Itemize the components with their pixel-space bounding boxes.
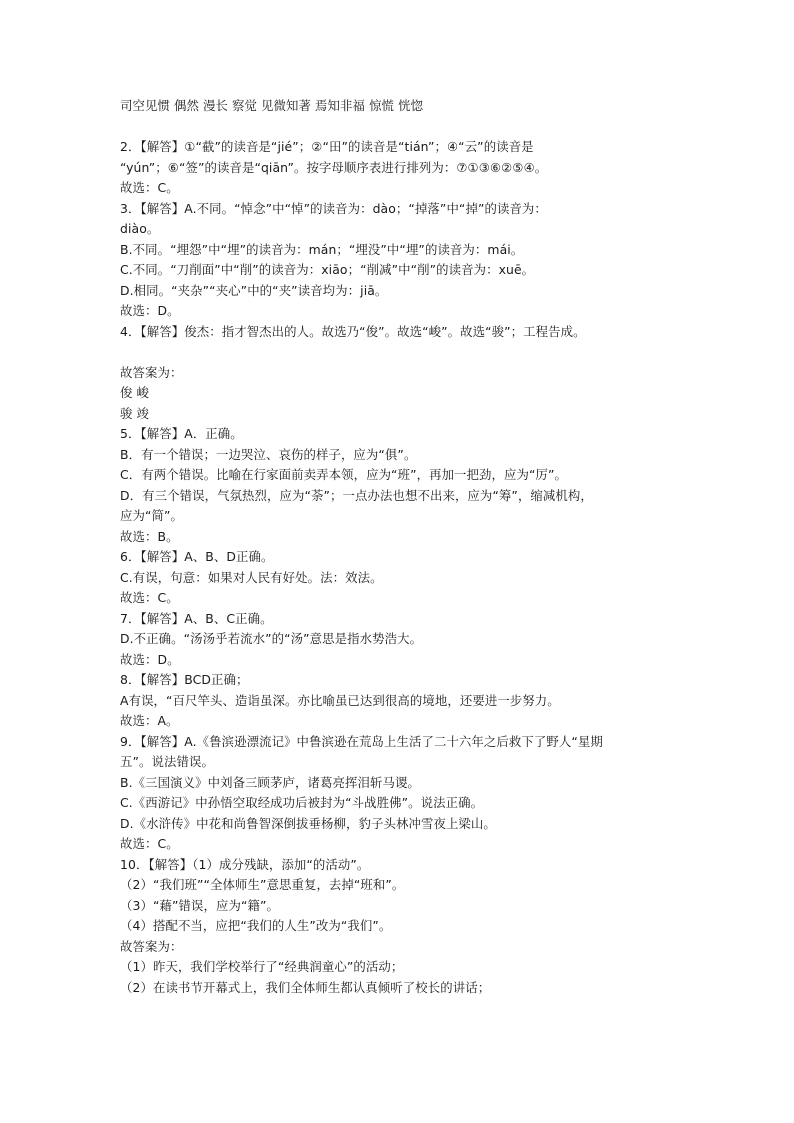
text-line: 5．【解答】A．正确。 xyxy=(120,426,243,441)
text-line: 2．【解答】①“截”的读音是“jié”；②“田”的读音是“tián”；④“云”的读音是 xyxy=(120,139,534,154)
text-line: 故选：B。 xyxy=(120,528,179,544)
blank-line xyxy=(120,342,720,363)
text-line: 4．【解答】俊杰：指才智杰出的人。故选乃“俊”。故选“峻”。故选“骏”；工程告成。 xyxy=(120,323,586,339)
blank-line xyxy=(120,117,720,138)
text-line: 五”。说法错误。 xyxy=(120,754,214,769)
text-line: D.《水浒传》中花和尚鲁智深倒拔垂杨柳，豹子头林冲雪夜上梁山。 xyxy=(120,815,496,831)
text-line: C.有误，句意：如果对人民有好处。法：效法。 xyxy=(120,569,383,585)
text-line: 7．【解答】A、B、C正确。 xyxy=(120,610,273,626)
text-line: “yún”；⑥“签”的读音是“qiān”。按字母顺序表进行排列为：⑦①③⑥②⑤④。 xyxy=(120,159,548,175)
text-line: （3）“藉”错误，应为“籍”。 xyxy=(120,897,279,913)
text-line: C．有两个错误。比喻在行家面前卖弄本领，应为“班”，再加一把劲，应为“厉”。 xyxy=(120,467,568,482)
text-line: 故选：A。 xyxy=(120,713,179,728)
text-line: D.相同。“夹杂”“夹心”中的“夹”读音均为：jiā。 xyxy=(120,282,388,298)
text-line: 6．【解答】A、B、D正确。 xyxy=(120,549,274,564)
text-line: 3．【解答】A.不同。“悼念”中“悼”的读音为：dào；“掉落”中“掉”的读音为： xyxy=(120,200,547,216)
text-line: 故选：D。 xyxy=(120,303,180,318)
text-line: 故选：D。 xyxy=(120,651,180,667)
text-line: D.不正确。“汤汤乎若流水”的“汤”意思是指水势浩大。 xyxy=(120,631,423,646)
text-line: B．有一个错误；一边哭泣、哀伤的样子，应为“俱”。 xyxy=(120,446,417,462)
text-line: 故选：C。 xyxy=(120,836,179,851)
text-line: （2）“我们班”“全体师生”意思重复，去掉“班和”。 xyxy=(120,877,405,892)
text-line: 俊 峻 xyxy=(120,385,150,400)
text-line: 故选：C。 xyxy=(120,180,179,195)
text-line: 故答案为： xyxy=(120,938,183,954)
text-line: 骏 竣 xyxy=(120,405,150,421)
text-line: 10．【解答】（1）成分残缺，添加“的活动”。 xyxy=(120,856,370,872)
text-line: （4）搭配不当，应把“我们的人生”改为“我们”。 xyxy=(120,918,392,933)
text-line: （1）昨天，我们学校举行了“经典润童心”的活动； xyxy=(120,959,404,974)
text-line: 9．【解答】A.《鲁滨逊漂流记》中鲁滨逊在荒岛上生活了二十六年之后救下了野人“星期 xyxy=(120,733,603,749)
text-line: B.《三国演义》中刘备三顾茅庐，诸葛亮挥泪斩马谡。 xyxy=(120,774,420,790)
text-line: 司空见惯 偶然 漫长 察觉 见微知著 焉知非福 惊慌 恍惚 xyxy=(120,98,424,113)
text-line: C.《西游记》中孙悟空取经成功后被封为“斗战胜佛”。说法正确。 xyxy=(120,795,484,810)
text-line: C.不同。“刀削面”中“削”的读音为：xiāo；“削减”中“削”的读音为：xuē。 xyxy=(120,262,535,277)
text-line: 故答案为： xyxy=(120,364,183,380)
text-line: B.不同。“埋怨”中“埋”的读音为：mán；“埋没”中“埋”的读音为：mái。 xyxy=(120,241,524,257)
text-line: （2）在读书节开幕式上，我们全体师生都认真倾听了校长的讲话； xyxy=(120,979,491,995)
text-line: diào。 xyxy=(120,221,160,236)
text-line: 8．【解答】BCD正确； xyxy=(120,672,249,687)
text-line: 应为“简”。 xyxy=(120,508,184,523)
answer-document xyxy=(120,96,720,998)
text-line: A有误，“百尺竿头、造诣虽深。亦比喻虽已达到很高的境地，还要进一步努力。 xyxy=(120,692,560,708)
text-line: D．有三个错误，气氛热烈，应为“荼”；一点办法也想不出来，应为“筹”，缩减机构， xyxy=(120,487,593,503)
text-line: 故选：C。 xyxy=(120,590,179,605)
